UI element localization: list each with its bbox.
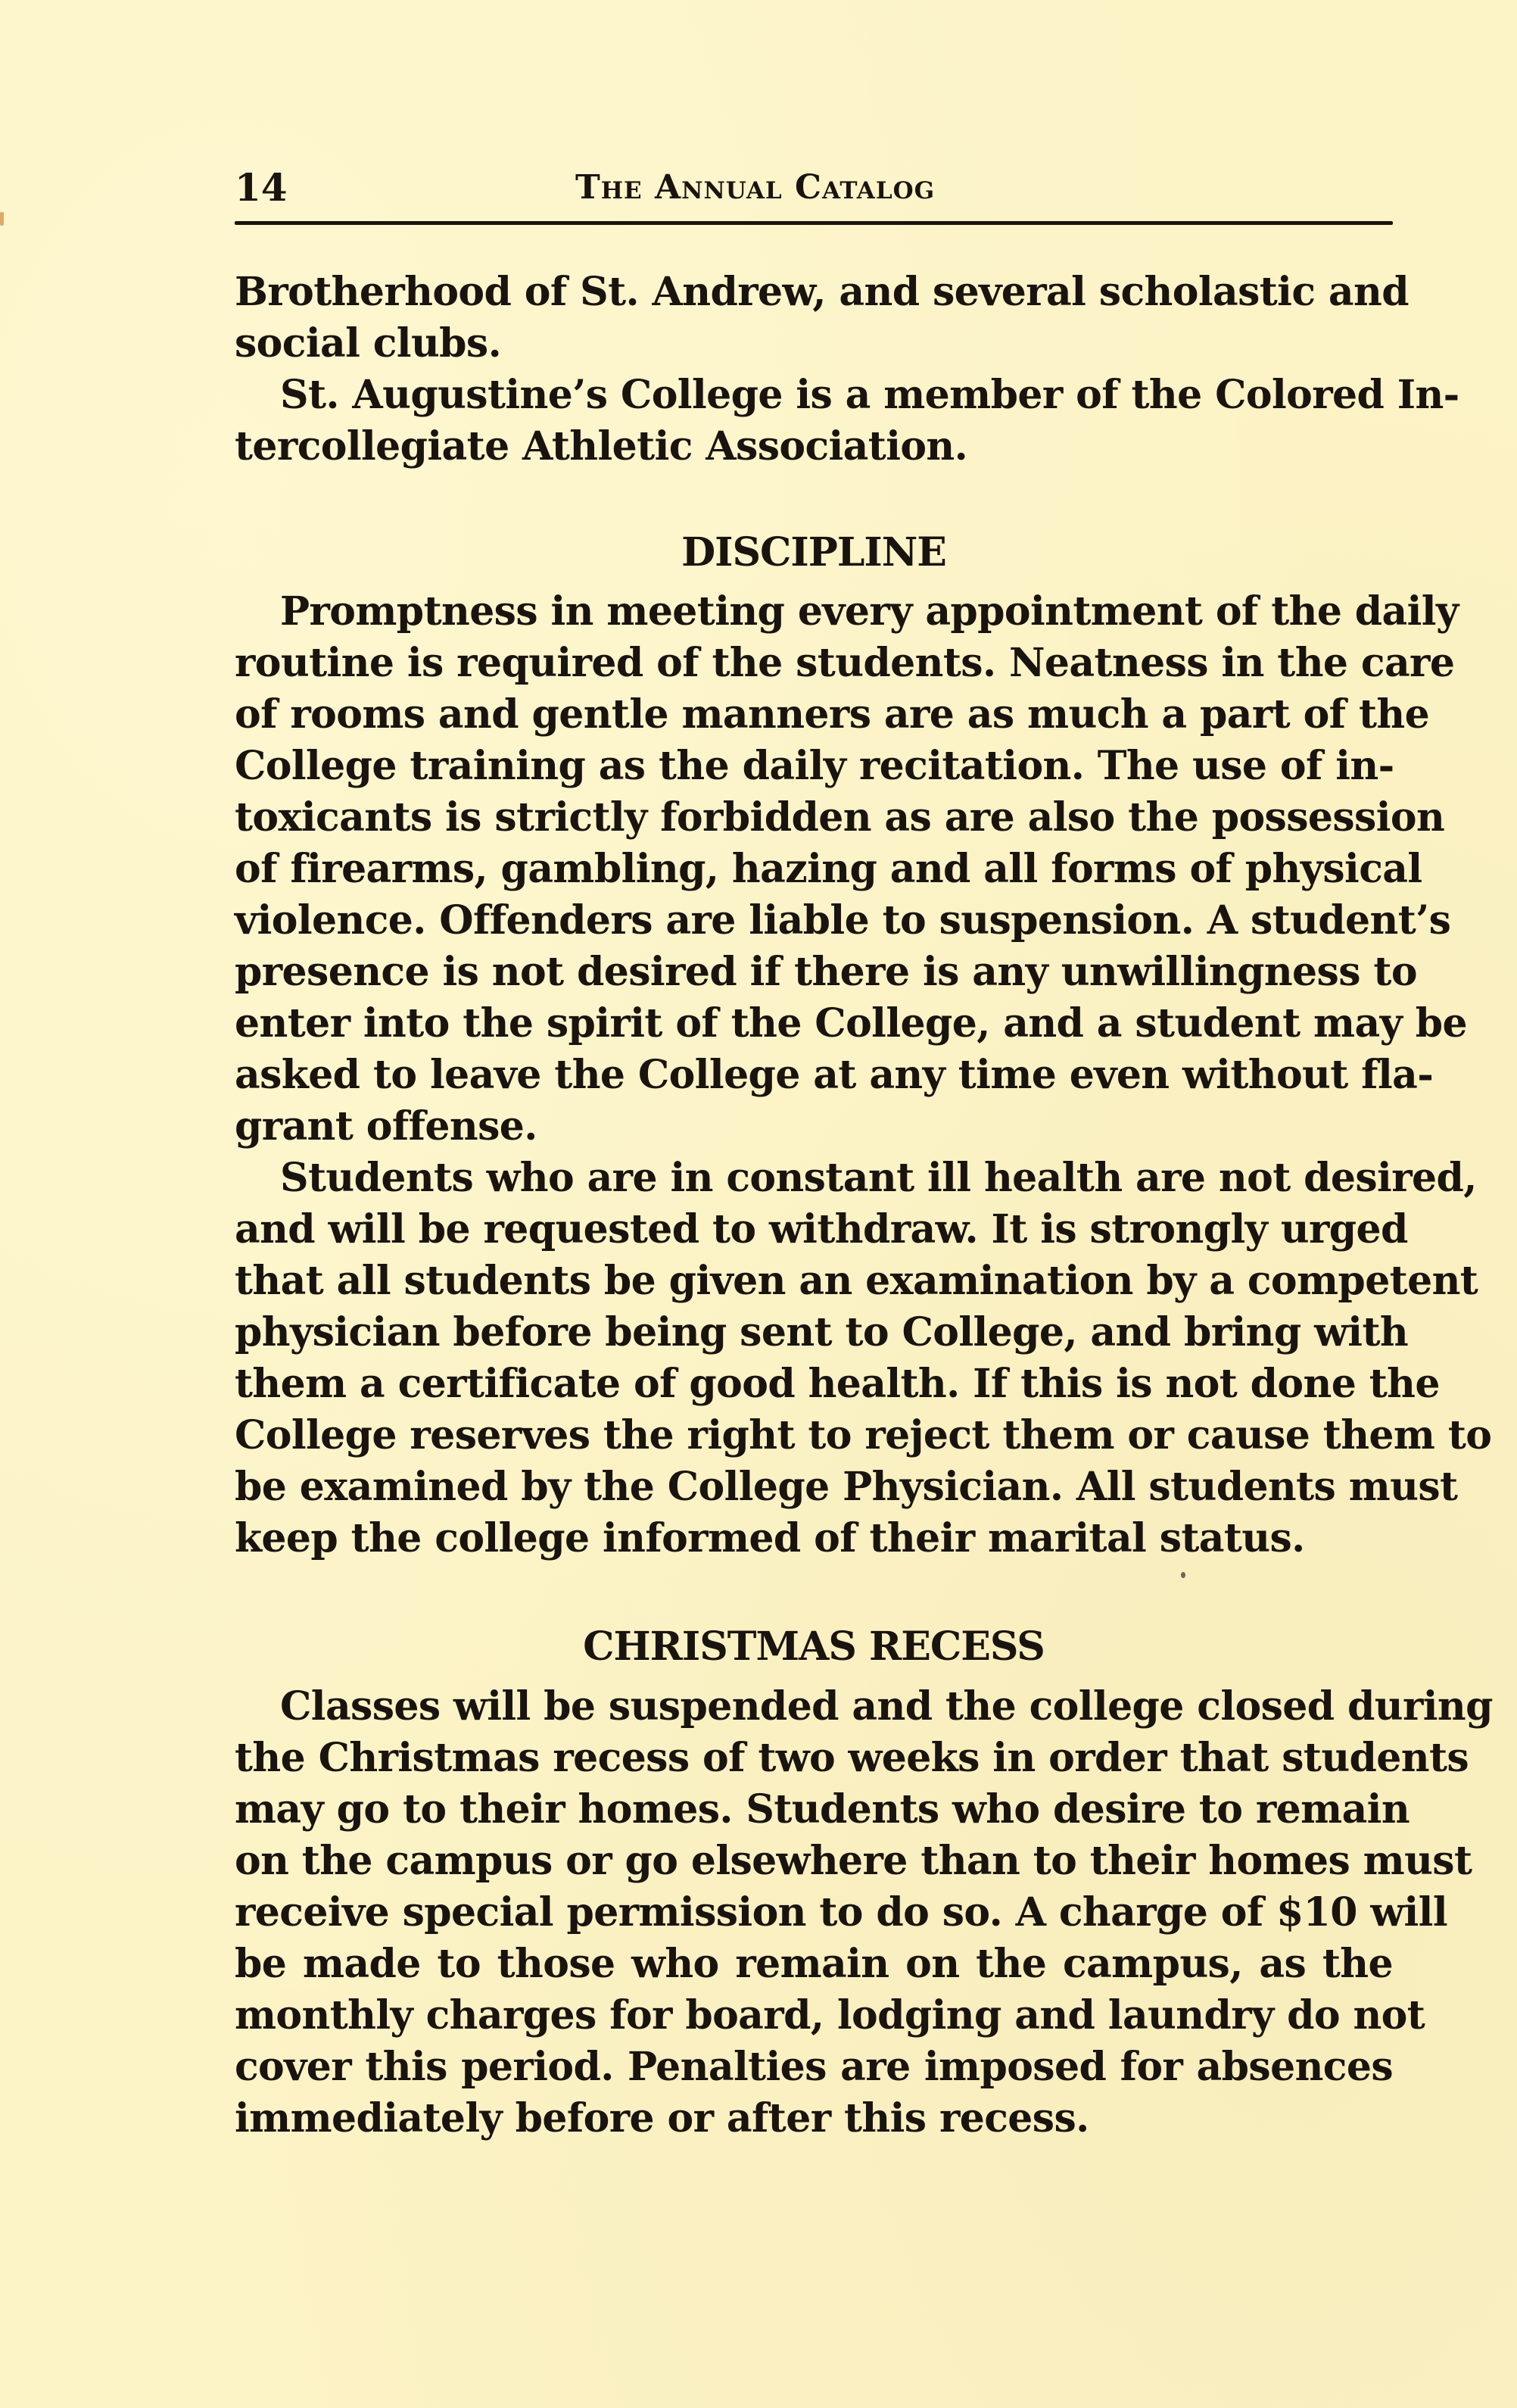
text-line: College reserves the right to reject them or cause them to — [235, 1412, 1492, 1458]
header-rule — [235, 221, 1393, 225]
text-line: of rooms and gentle manners are as much a part of the — [235, 691, 1430, 738]
text-line: that all students be given an examination by a competent — [235, 1258, 1478, 1304]
text-line: routine is required of the students. Neatness in the care — [235, 640, 1455, 686]
running-title: The Annual Catalog — [575, 168, 936, 207]
text-line: College training as the daily recitation. The use of in- — [235, 743, 1394, 789]
discipline-paragraph-1 — [235, 586, 1467, 1153]
text-line: be made to those who remain on the campus, as the — [235, 1941, 1393, 1987]
section-heading-christmas-recess: CHRISTMAS RECESS — [583, 1624, 1045, 1670]
text-line: receive special permission to do so. A charge of $10 will — [235, 1889, 1447, 1935]
text-line: Students who are in constant ill health are not desired, — [280, 1155, 1477, 1201]
text-line: may go to their homes. Students who desire to remain — [235, 1786, 1410, 1833]
christmas-recess-paragraph — [235, 1681, 1493, 2144]
text-line: physician before being sent to College, and bring with — [235, 1309, 1409, 1355]
running-head — [235, 165, 1393, 211]
paper-speck — [1181, 1572, 1185, 1578]
discipline-paragraph-2 — [235, 1153, 1492, 1564]
text-line: enter into the spirit of the College, and a student may be — [235, 1000, 1467, 1046]
text-line: presence is not desired if there is any unwillingness to — [235, 949, 1417, 995]
text-line: Classes will be suspended and the college closed during — [280, 1683, 1493, 1730]
text-line: and will be requested to withdraw. It is strongly urged — [235, 1206, 1408, 1252]
text-line: grant offense. — [235, 1103, 537, 1149]
text-line: Brotherhood of St. Andrew, and several scholastic and — [235, 269, 1409, 315]
paper-edge-mark — [0, 212, 4, 226]
text-line: asked to leave the College at any time even without fla- — [235, 1052, 1434, 1098]
text-line: St. Augustine’s College is a member of the Colored In- — [280, 372, 1459, 418]
text-line: cover this period. Penalties are imposed for absences — [235, 2044, 1393, 2090]
text-line: the Christmas recess of two weeks in order that students — [235, 1735, 1469, 1781]
text-line: immediately before or after this recess. — [235, 2095, 1089, 2141]
text-line: Promptness in meeting every appointment of the daily — [280, 588, 1459, 635]
text-line: keep the college informed of their marital status. — [235, 1515, 1305, 1561]
text-line: them a certificate of good health. If this is not done the — [235, 1361, 1440, 1407]
text-line: monthly charges for board, lodging and laundry do not — [235, 1992, 1425, 2038]
intro-text — [235, 267, 1459, 473]
text-line: be examined by the College Physician. All students must — [235, 1464, 1458, 1510]
text-line: tercollegiate Athletic Association. — [235, 423, 968, 469]
section-heading-discipline: DISCIPLINE — [681, 529, 946, 575]
text-line: toxicants is strictly forbidden as are also the possession — [235, 794, 1445, 841]
text-line: on the campus or go elsewhere than to their homes must — [235, 1838, 1472, 1884]
page-number: 14 — [235, 165, 288, 210]
text-line: social clubs. — [235, 320, 502, 367]
text-line: violence. Offenders are liable to suspension. A student’s — [235, 897, 1451, 944]
text-line: of firearms, gambling, hazing and all forms of physical — [235, 846, 1422, 892]
